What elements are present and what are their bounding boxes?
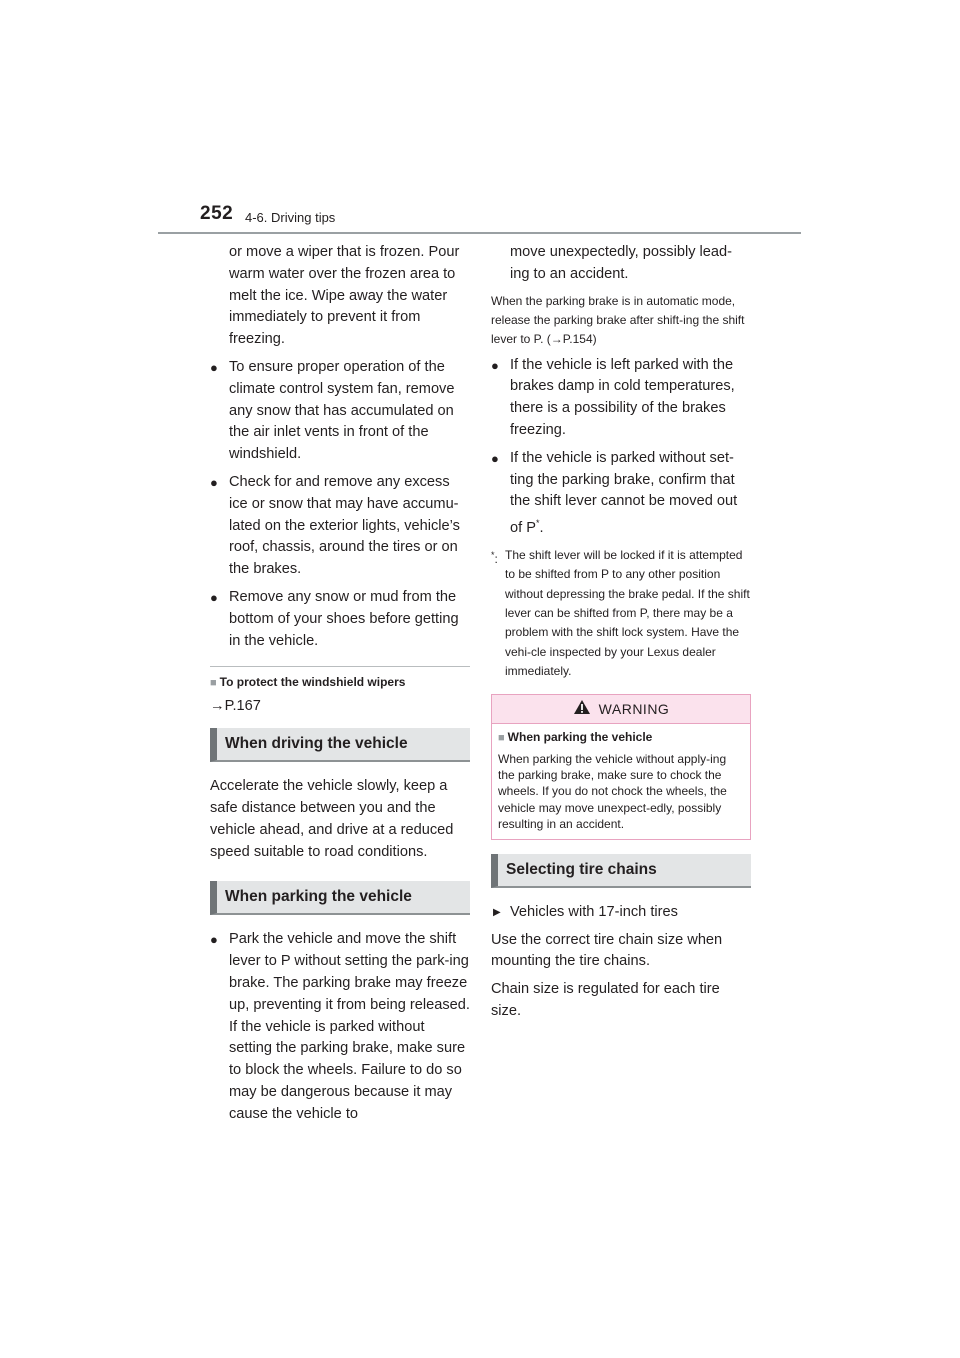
list-item <box>210 587 470 652</box>
warning-header <box>492 695 750 724</box>
right-column <box>491 242 751 1029</box>
list-item <box>491 902 751 924</box>
list-item-text: If the vehicle is parked without set-ting the parking brake, confirm that the shift lever cannot be moved out of P <box>510 449 738 537</box>
warning-body <box>492 724 750 839</box>
list-item-text: If the vehicle is left parked with the brakes damp in cold temperatures, there is a possibility of the brakes freezing. <box>510 356 735 438</box>
bullet-icon: ● <box>210 589 218 605</box>
driving-text: Accelerate the vehicle slowly, keep a safe distance between you and the vehicle ahead, and drive at a reduced speed suitable to road conditions. <box>210 778 454 860</box>
subhead-divider <box>210 666 470 667</box>
page-reference-link[interactable]: →P.167 <box>210 698 261 715</box>
left-column <box>210 242 470 1132</box>
list-item-text: To ensure proper operation of the climate control system fan, remove any snow that has accumulated on the air inlet vents in front of the windshield. <box>229 358 455 463</box>
list-item-text: Park the vehicle and move the shift lever to P without setting the park-ing brake. The parking brake may freeze up, preventing it from being released. If the vehicle is parked without setting the parking brake, make sure to block the wheels. Failure to do so may be dangerous because it may cause the vehicle to <box>229 931 470 1122</box>
warning-text: When parking the vehicle without apply-ing the parking brake, make sure to chock the wheels. If you do not chock the wheels, the vehicle may move unexpect-edly, possibly resulting in an accident. <box>498 751 727 832</box>
warning-box <box>491 694 751 840</box>
section-heading-tire-chains: Selecting tire chains <box>491 854 751 888</box>
warning-subheading: ■ When parking the vehicle <box>498 729 653 744</box>
bullet-icon: ● <box>210 359 218 375</box>
list-item-text: Vehicles with 17-inch tires <box>510 903 678 920</box>
bullet-icon: ● <box>491 357 499 373</box>
tire-chain-paragraph: Use the correct tire chain size when mounting the tire chains. <box>491 931 723 970</box>
footnote-text: The shift lever will be locked if it is attempted to be shifted from P to any other position without depressing the brake pedal. If the shift lever can be shifted from P, there may be a problem with the shift lock system. Have the vehi-cle inspected by your Lexus dealer immediately. <box>505 547 750 679</box>
section-heading-driving: When driving the vehicle <box>210 728 470 762</box>
warning-title: WARNING <box>598 700 670 717</box>
list-item: ● If the vehicle is parked without set-ting the parking brake, confirm that the shift lever cannot be moved out of P*. <box>491 449 738 537</box>
list-item <box>210 472 470 581</box>
list-item-text: Check for and remove any excess ice or snow that may have accumu-lated on the exterior lights, vehicle’s roof, chassis, around the tires or on the brakes. <box>229 473 460 578</box>
list-item <box>491 355 751 442</box>
list-item-text: Remove any snow or mud from the bottom of your shoes before getting in the vehicle. <box>229 588 459 649</box>
warning-triangle-icon <box>573 696 591 724</box>
bullet-icon: ● <box>491 450 499 466</box>
list-item <box>210 357 470 466</box>
triangle-bullet-icon: ▶ <box>493 906 501 918</box>
square-icon: ■ <box>210 677 217 690</box>
page-number: 252 <box>200 203 234 224</box>
bullet-icon: ● <box>210 474 218 490</box>
header-rule <box>158 232 801 234</box>
section-heading-parking: When parking the vehicle <box>210 881 470 915</box>
continued-text: move unexpectedly, possibly lead-ing to an accident. <box>510 244 732 282</box>
footnote: *: The shift lever will be locked if it is attempted to be shifted from P to any other position without depressing the brake pedal. If the shift lever can be shifted from P, there may be a problem with the shift lock system. Have the vehi-cle inspected by your Lexus dealer immediately. <box>491 547 750 679</box>
footnote-marker: * <box>535 518 540 529</box>
section-title: 4-6. Driving tips <box>245 210 336 225</box>
square-icon: ■ <box>498 731 505 744</box>
automatic-mode-note: When the parking brake is in automatic mode, release the parking brake after shift-ing the shift lever to P. (→P.154) <box>491 293 745 346</box>
bullet-icon: ● <box>210 932 218 948</box>
list-item <box>210 929 470 1125</box>
tire-chain-paragraph: Chain size is regulated for each tire size. <box>491 981 720 1019</box>
continued-text: or move a wiper that is frozen. Pour warm water over the frozen area to melt the ice. Wipe away the water immediately to prevent it from freezing. <box>229 244 460 348</box>
subheading-wipers: ■ To protect the windshield wipers <box>210 675 406 690</box>
